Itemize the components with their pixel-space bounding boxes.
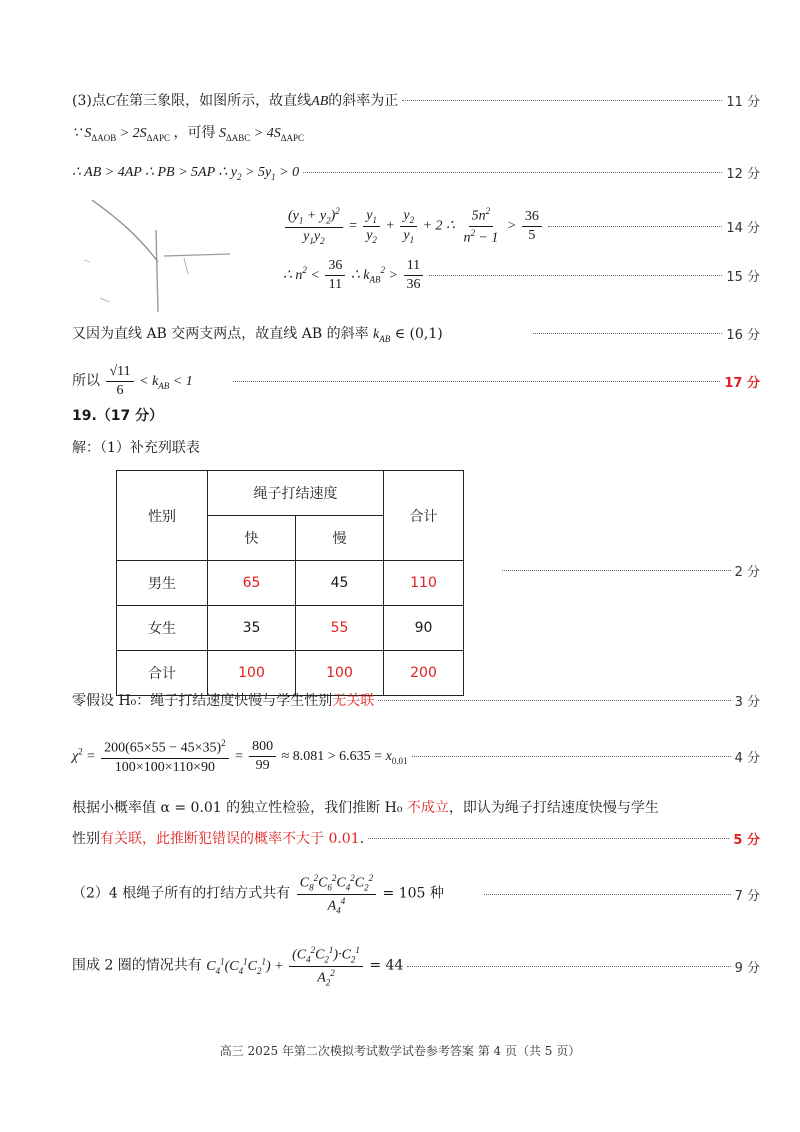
line-part2: （2）4 根绳子所有的打结方式共有 $\frac{C_8^2C_6^2C_4^2C_2^2}{A_4^4}$ = 105 种 7 分 (72, 873, 760, 916)
cell-slow: 100 (296, 651, 384, 696)
score-14: 14 分 (726, 220, 760, 236)
line-final-range: 所以 $\frac{√11}{6}$ < $k_{AB} < 1$ 17 分 (72, 364, 760, 399)
header-total: 合计 (384, 471, 464, 561)
q19-heading: 19.（17 分） (72, 408, 164, 424)
line-n-squared: ∴ $n^2$ < $\frac{36}{11}$ ∴ $k_{AB}^2$ > $\frac{11}{36}$ 15 分 (283, 258, 760, 293)
cell-fast: 65 (208, 561, 296, 606)
header-slow: 慢 (296, 516, 384, 561)
dot-leader (533, 333, 723, 334)
table-row (117, 561, 464, 606)
row-label: 男生 (117, 561, 208, 606)
row-label: 女生 (117, 606, 208, 651)
line-ab-ap: ∴ AB > 4AP ∴ PB > 5AP ∴ $y_2 > 5y_1 > 0$ 12 分 (72, 164, 760, 182)
sketch-mark (184, 258, 188, 274)
header-speed: 绳子打结速度 (208, 471, 384, 516)
dot-leader (407, 966, 730, 967)
score-3: 3 分 (734, 694, 760, 710)
dot-leader (548, 226, 722, 227)
score-5: 5 分 (733, 832, 760, 848)
score-2: 2 分 (734, 565, 760, 580)
row-label: 合计 (117, 651, 208, 696)
header-fast: 快 (208, 516, 296, 561)
contingency-table (116, 470, 464, 696)
header-gender: 性别 (117, 471, 208, 561)
cell-total: 110 (384, 561, 464, 606)
cell-slow: 55 (296, 606, 384, 651)
line-slope-range: 又因为直线 AB 交两支两点，故直线 AB 的斜率 $k_{AB}$ ∈ (0,1) 16 分 (72, 323, 760, 344)
dot-leader (378, 700, 730, 701)
score-16: 16 分 (726, 327, 760, 343)
sketch-horizontal-axis (164, 254, 230, 256)
line-ratio-eq: $\frac{(y_1 + y_2)^2}{y_1y_2}$ = $\frac{y_1}{y_2}$ + $\frac{y_2}{y_1}$ + 2 ∴ $\frac{5n^2}{n^2 - 1}$ > $\frac{36}{5}$ 14 分 (283, 206, 760, 247)
line-conclusion-1: 根据小概率值 α = 0.01 的独立性检验，我们推断 H₀ 不成立，即认为绳子打结速度快慢与学生 (72, 800, 659, 816)
line-area-ineq: ∵ $S_{\Delta AOB} > 2S_{\Delta APC}$ ，可得 $S_{\Delta ABC} > 4S_{\Delta APC}$ (72, 126, 305, 143)
sketch-curve (92, 200, 158, 262)
cell-total: 200 (384, 651, 464, 696)
line-conclusion-2: 性别有关联，此推断犯错误的概率不大于 0.01. 5 分 (72, 828, 760, 848)
cell-total: 90 (384, 606, 464, 651)
dot-leader (233, 381, 721, 382)
score-12: 12 分 (726, 167, 760, 182)
table-row (117, 606, 464, 651)
score-11: 11 分 (726, 94, 760, 110)
dot-leader (429, 275, 722, 276)
line-part2b: 围成 2 圈的情况共有 $C_4^1(C_4^1C_2^1)$ + $\frac{(C_4^2C_2^1)\cdot C_2^1}{A_2^2}$ = 44 9 分 (72, 945, 760, 988)
score-9: 9 分 (734, 960, 760, 976)
dot-leader (402, 100, 722, 101)
sketch-figure (80, 190, 240, 320)
score-4: 4 分 (734, 751, 760, 767)
score-17: 17 分 (724, 376, 760, 392)
score-15: 15 分 (726, 270, 760, 286)
cell-slow: 45 (296, 561, 384, 606)
cell-fast: 35 (208, 606, 296, 651)
sketch-mark-2 (100, 298, 110, 302)
sketch-mark-3 (84, 260, 90, 262)
dot-leader (502, 570, 731, 571)
score-7: 7 分 (734, 888, 760, 904)
table-row (117, 651, 464, 696)
line-chi-square: $\chi^2$ = $\frac{200(65\times 55 - 45\times 35)^2}{100\times 100\times 110\times 90}$ = $\frac{800}{99}$ ≈ $8.081 > 6.635 = x_{0.01}$ 4 分 (72, 738, 760, 775)
cell-fast: 100 (208, 651, 296, 696)
dot-leader (303, 172, 722, 173)
dot-leader (412, 756, 731, 757)
q19-intro: 解：（1）补充列联表 (72, 440, 200, 456)
dot-leader (368, 838, 729, 839)
line-point-c: (3)点C在第三象限，如图所示，故直线AB的斜率为正 11 分 (72, 90, 760, 110)
line-hypothesis: 零假设 H₀：绳子打结速度快慢与学生性别无关联 3 分 (72, 690, 760, 710)
page-footer: 高三 2025 年第二次模拟考试数学试卷参考答案 第 4 页（共 5 页） (219, 1044, 581, 1058)
line-table-score (498, 561, 760, 580)
sketch-vertical-axis (156, 230, 158, 312)
dot-leader (484, 894, 731, 895)
